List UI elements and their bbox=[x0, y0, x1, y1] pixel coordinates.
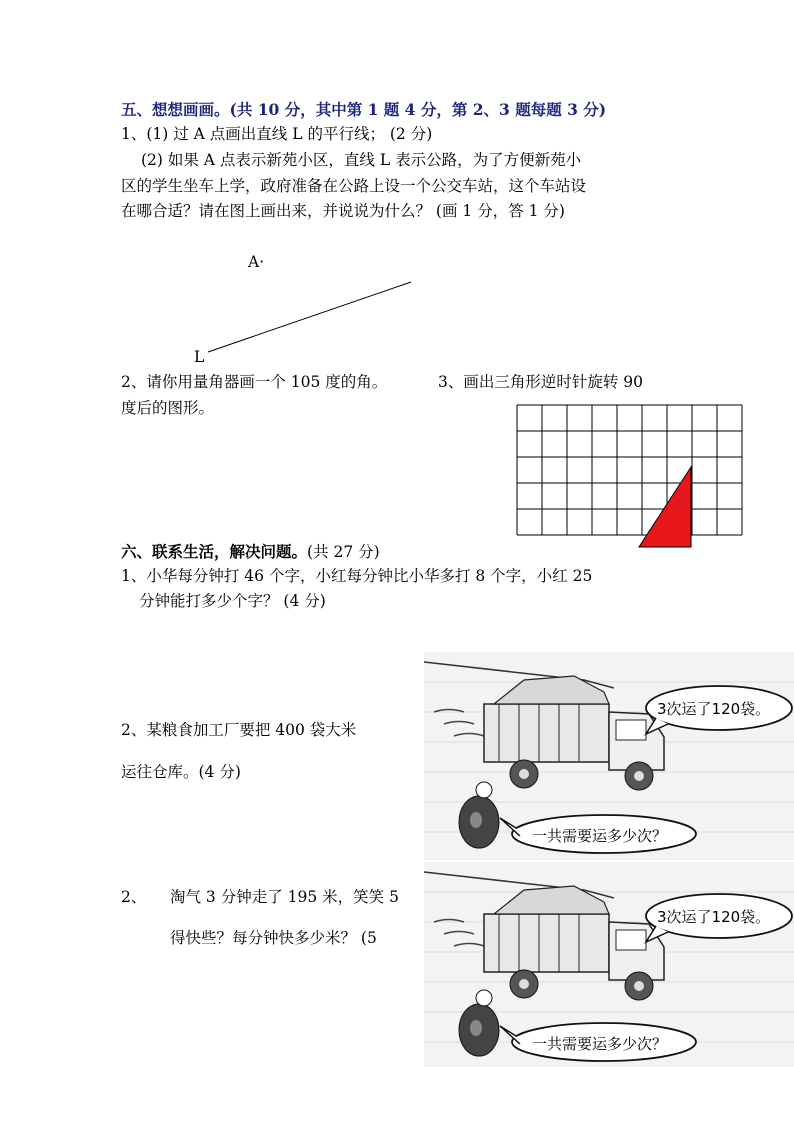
truck-cartoon-top bbox=[424, 652, 794, 860]
truck-icon bbox=[484, 676, 664, 790]
s6-q3-line1: 淘气 3 分钟走了 195 米，笑笑 5 bbox=[170, 888, 399, 906]
s6-q3-number: 2、 bbox=[121, 888, 147, 906]
bubble-bottom-text-2: 一共需要运多少次？ bbox=[532, 1035, 668, 1053]
q1-part2-line1: (2) 如果 A 点表示新苑小区，直线 L 表示公路，为了方便新苑小 bbox=[141, 151, 582, 169]
s6-q1-line2: 分钟能打多少个字？ (4 分) bbox=[139, 592, 326, 610]
line-l-diagram bbox=[0, 0, 794, 400]
q1-part2-line2: 区的学生坐车上学，政府准备在公路上设一个公交车站，这个车站设 bbox=[121, 177, 587, 195]
s6-q2-line2: 运往仓库。(4 分) bbox=[121, 763, 241, 781]
bean-mascot-icon-2 bbox=[459, 990, 499, 1056]
s6-q3-line2: 得快些？每分钟快多少米？ (5 bbox=[170, 929, 377, 947]
q3-text-line2: 度后的图形。 bbox=[121, 399, 215, 417]
line-l bbox=[208, 282, 411, 352]
section6-heading-points: (共 27 分) bbox=[307, 543, 380, 561]
s6-q1-line1: 1、小华每分钟打 46 个字，小红每分钟比小华多打 8 个字，小红 25 bbox=[121, 567, 593, 585]
bubble-top-text-2: 3次运了120袋。 bbox=[657, 908, 771, 926]
point-a-label: A· bbox=[248, 253, 265, 271]
q1-part1-text: 1、(1) 过 A 点画出直线 L 的平行线； (2 分) bbox=[121, 125, 433, 143]
bubble-top-text: 3次运了120袋。 bbox=[657, 700, 771, 718]
bean-mascot-icon bbox=[459, 782, 499, 848]
section5-heading: 五、想想画画。(共 10 分，其中第 1 题 4 分，第 2、3 题每题 3 分) bbox=[121, 100, 607, 119]
q3-text-line1: 3、画出三角形逆时针旋转 90 bbox=[438, 373, 644, 391]
section6-heading-title: 六、联系生活，解决问题。 bbox=[121, 542, 308, 561]
line-l-label: L bbox=[194, 348, 205, 366]
bubble-bottom-text: 一共需要运多少次？ bbox=[532, 827, 668, 845]
rotation-grid bbox=[516, 404, 744, 550]
s6-q2-line1: 2、某粮食加工厂要把 400 袋大米 bbox=[121, 721, 357, 739]
red-triangle bbox=[639, 467, 691, 547]
section6-heading bbox=[121, 540, 380, 562]
truck-icon-2 bbox=[484, 886, 664, 1000]
truck-cartoon-bottom bbox=[424, 862, 794, 1067]
q1-part2-line3: 在哪合适？请在图上画出来，并说说为什么？ (画 1 分，答 1 分) bbox=[121, 202, 565, 220]
q2-text: 2、请你用量角器画一个 105 度的角。 bbox=[121, 373, 388, 391]
